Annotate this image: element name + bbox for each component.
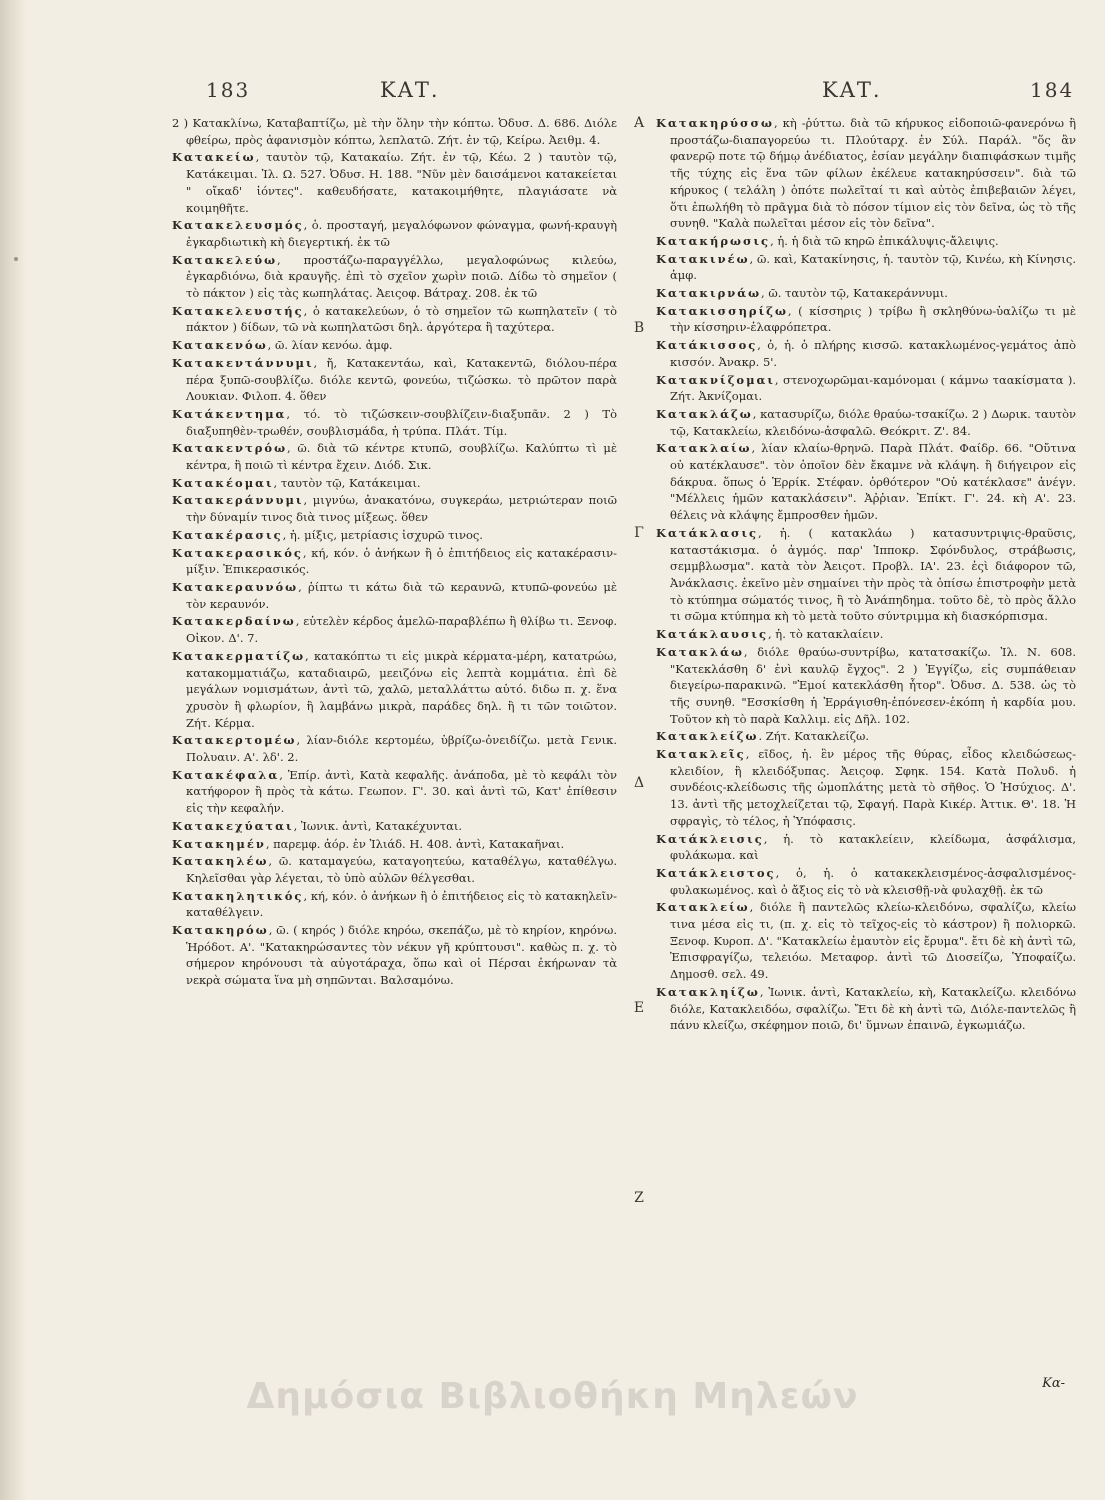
dictionary-entry: [172, 115, 617, 148]
entry-definition: , ἤ, Κατακεντάω, καὶ, Κατακεντῶ, διόλου-πέρα πέρα ξυπῶ-σουβλίζω. διόλε κεντῶ, φονεύω, τιζώσκω. τὸ πρῶτον παρὰ Λουκιαν. Φιλοπ. 4. ὅθεν: [186, 355, 617, 404]
entry-headword: Κατακινέω: [656, 251, 750, 266]
entry-definition: , ὁ. προσταγή, μεγαλόφωνον φώναγμα, φωνή-κραυγὴ ἐγκαρδιωτικὴ κὴ διεγερτική. ἐκ τῶ: [186, 218, 617, 249]
entry-headword: Κατακεντάννυμι: [172, 355, 314, 370]
entry-definition: , ἡ. ἡ διὰ τῶ κηρῶ ἐπικάλυψις-ἄλειψις.: [770, 233, 999, 248]
dictionary-entry: [172, 818, 617, 835]
entry-definition: , κατακόπτω τι εἰς μικρὰ κέρματα-μέρη, κατατρώω, κατακομματιάζω, καταδιαιρῶ, μεειζόνω εἰς λεπτὰ κομμάτια. ἐπὶ δὲ μεγάλων νομισμάτων, ἀντὶ τῶ, χαλῶ, μεταλλάττω αὐτό. διδω π. χ. ἕνα χρυσὸν ἢ φλωρίον, ἢ λαμβάνω μικρὰ, παράδες δηλ. ἢ τι τῶν τοιῶτον. Ζήτ. Κέρμα.: [186, 648, 617, 730]
section-letter-column: [628, 115, 650, 1215]
entry-definition: , προστάζω-παραγγέλλω, μεγαλοφώνως κιλεύω, ἐγκαρδιόνω, διὰ κραυγῆς. ἐπὶ τὸ σχεῖον χωρὶν ποιῶ. Δίδω τὸ σημεῖον ( τὸ πάκτον ) εἰς τὰς κωπηλάτας. Ἀειςοφ. Βάτραχ. 208. ἐκ τῶ: [186, 252, 617, 301]
dictionary-entry: [656, 899, 1076, 983]
dictionary-entry: [656, 984, 1076, 1034]
entry-headword: Κατακημέν: [172, 836, 266, 851]
entry-definition: , κατασυρίζω, διόλε θραύω-τσακίζω. 2 ) Δωρικ. ταυτὸν τῷ, Κατακλείω, κλειδόνω-ἀσφαλῶ. Θεόκριτ. Ζ'. 84.: [670, 406, 1076, 438]
entry-headword: Κατακεντρόω: [172, 441, 288, 456]
entry-definition: , ῥίπτω τι κάτω διὰ τῶ κεραυνῶ, κτυπῶ-φονεύω μὲ τὸν κεραυνόν.: [186, 579, 617, 611]
left-column: [172, 115, 617, 990]
entry-headword: Κατακλάω: [656, 644, 744, 659]
entry-headword: Κατακέφαλα: [172, 767, 280, 782]
entry-headword: Κατάκλαυσις: [656, 627, 768, 642]
entry-definition: , ἡ. μίξις, μετρίασις ἰσχυρῶ τινος.: [282, 527, 483, 542]
entry-headword: Κατακνίζομαι: [656, 372, 775, 387]
dictionary-entry: [172, 888, 617, 921]
dictionary-entry: [656, 865, 1076, 898]
dictionary-entry: [656, 233, 1076, 250]
dictionary-entry: [656, 525, 1076, 625]
entry-definition: , ἡ. τὸ κατακλαίειν.: [768, 627, 884, 642]
entry-headword: Κατακερασικός: [172, 545, 303, 560]
entry-definition: 2 ) Κατακλίνω, Καταβαπτίζω, μὲ τὴν ὅλην τὴν κόπτω. Ὀδυσ. Δ. 686. Διόλε φθείρω, πρὸς ἀφανισμὸν κόπτω, λεπλατῶ. Ζήτ. ἐν τῷ, Κείρω. Ἀειθμ. 4.: [172, 116, 617, 147]
entry-definition: , παρεμφ. ἀόρ. ἐν Ἰλιάδ. Η. 408. ἀντὶ, Κατακαῆναι.: [265, 836, 565, 851]
entry-headword: Κατακήρωσις: [656, 233, 771, 248]
entry-headword: Κατάκεντημα: [172, 406, 287, 421]
dictionary-entry: [172, 545, 617, 578]
dictionary-entry: [172, 337, 617, 354]
entry-headword: Κατακεραυνόω: [172, 579, 299, 594]
entry-definition: , κή, κόν. ὁ ἀνήκων ἢ ὁ ἐπιτήδειος εἰς τὸ κατακηλεῖν-καταθέλγειν.: [186, 888, 617, 920]
entry-definition: , μιγνύω, ἀνακατόνω, συγκεράω, μετριώτεραν ποιῶ τὴν δύναμίν τινος διὰ τινος μίξεως. ὅθεν: [186, 493, 617, 525]
dictionary-entry: [656, 746, 1076, 830]
entry-definition: , ἡ. τὸ κατακλείειν, κλείδωμα, ἀσφάλισμα, φυλάκωμα. καὶ: [670, 831, 1076, 863]
entry-definition: , ὁ, ἡ. ὁ κατακεκλεισμένος-ἀσφαλισμένος-φυλακωμένος. καὶ ὁ ἄξιος εἰς τὸ νὰ κλεισθῇ-νὰ φυλαχθῇ. ἐκ τῶ: [670, 865, 1076, 897]
entry-headword: Κατάκισσος: [656, 338, 758, 353]
entry-headword: Κατακενόω: [172, 338, 268, 353]
library-watermark: Δημόσια Βιβλιοθήκη Μηλεών: [246, 1376, 859, 1417]
right-column: [656, 115, 1076, 1035]
dictionary-entry: [172, 217, 617, 250]
entry-definition: , Ἐπίρ. ἀντὶ, Κατὰ κεφαλῆς. ἀνάποδα, μὲ τὸ κεφάλι τὸν κατήφορον ἢ πρὸς τὰ κάτω. Γεωπον. Γ'. 30. καὶ ἀντὶ τῶ, Κατ' ἐπίθεσιν εἰς τὴν κεφαλήν.: [186, 767, 617, 816]
right-page-number: 184: [1030, 78, 1075, 102]
entry-headword: Κατάκλειστος: [656, 865, 776, 880]
dictionary-entry: [172, 613, 617, 646]
entry-definition: , ὁ, ἡ. ὁ πλήρης κισσῶ. κατακλωμένος-γεμάτος ἀπὸ κισσόν. Ἀνακρ. 5'.: [670, 338, 1076, 369]
spine-mark: [14, 257, 18, 261]
entry-headword: Κατακλαίω: [656, 441, 752, 456]
entry-definition: , ῶ. διὰ τῶ κέντρε κτυπῶ, σουβλίζω. Καλύπτω τὶ μὲ κέντρα, ἢ ποιῶ τὶ κέντρα ἔχειν. Διόδ. Σικ.: [186, 441, 617, 473]
entry-definition: , κὴ -ῥύττω. διὰ τῶ κήρυκος εἰδοποιῶ-φανερόνω ἢ προστάζω-διαπαγορεύω τι. Πλούταρχ. ἐν Σύλ. Παράλ. "ὅς ἂν φανερῷ ποτε τῷ δήμῳ ἀνέδιατος, ἐσίαν μεγάλην διαπιφάσκων τιμῆς τῆς τύχης εἰς ἕνα τῶν φίλων ἐκέλευε κατακηρύσσειν". διὰ τῶ κήρυκος ( τελάλη ) ὁπότε πωλεῖταί τι καὶ αὐτὸς ἐπιβεβαιῶν λέγει, ὅτι ἐπωλήθη τὸ πρᾶγμα διὰ τὸ πόσον τίμιον εἰς τὸν δεῖνα, ὡς τὸ τῆς συνηθ. "Καλὰ πωλεῖται μέσον εἰς τὸν δεῖνα".: [670, 116, 1076, 231]
entry-definition: , ῶ. καταμαγεύω, καταγοητεύω, καταθέλγω, καταθέλγω. Κηλεῖσθαι γὰρ λέγεται, τὸ ὑπὸ αὐλῶν θέλγεσθαι.: [186, 854, 617, 885]
entry-definition: , ῶ. ταυτὸν τῷ, Κατακεράννυμι.: [761, 286, 948, 301]
section-letter: Ζ: [634, 1190, 644, 1206]
entry-definition: , λίαν-διόλε κερτομέω, ὑβρίζω-ὀνειδίζω. μετὰ Γενικ. Πολυαιν. Α'. λδ'. 2.: [186, 733, 617, 765]
entry-definition: , εῖδος, ἡ. ἓν μέρος τῆς θύρας, εἶδος κλειδώσεως-κλειδίον, ἢ κλειδόξυπας. Ἀειςοφ. Σφηκ. 154. Κατὰ Πολυδ. ἡ συνδέοις-κλείδωσις τῆς ὡμοπλάτης μετὰ τὸ σῆθος. Ὁ Ἡσύχιος. Δ'. 13. ἀντὶ τῆς μετοχλείζεται τῷ, Σφαγή. Παρὰ Κικέρ. Ἀττικ. Θ'. 18. Ἡ σφραγὶς, τὸ τέλος, ἡ Ὑπόφασις.: [670, 747, 1076, 828]
book-spine-shadow: [0, 0, 28, 1500]
dictionary-entry: [172, 355, 617, 405]
entry-definition: , κή, κόν. ὁ ἀνήκων ἢ ὁ ἐπιτήδειος εἰς κατακέρασιν-μίξιν. Ἐπικερασικός.: [186, 545, 617, 577]
dictionary-entry: [172, 303, 617, 336]
dictionary-entry: [656, 372, 1076, 405]
entry-headword: Κατακηλητικός: [172, 888, 304, 903]
entry-definition: , ταυτὸν τῷ, Κατακαίω. Ζήτ. ἐν τῷ, Κέω. 2 ) ταυτὸν τῷ, Κατάκειμαι. Ἰλ. Ω. 527. Ὀδυσ. Η. 188. "Νῦν μὲν δαισάμενοι κατακείεται " οἴκαδ' ἰόντες". καθευδήσατε, κατακοιμήθητε, πλαγιάσατε νὰ κοιμηθῆτε.: [186, 150, 617, 215]
entry-headword: Κατακερτομέω: [172, 733, 297, 748]
dictionary-entry: [172, 252, 617, 302]
dictionary-entry: [172, 836, 617, 853]
entry-headword: Κατακελεύω: [172, 252, 278, 267]
entry-headword: Κατακλείζω: [656, 729, 759, 744]
dictionary-entry: [172, 579, 617, 612]
dictionary-entry: [656, 831, 1076, 864]
entry-definition: , ῶ. καὶ, Κατακίνησις, ἡ. ταυτὸν τῷ, Κινέω, κὴ Κίνησις. ἀμφ.: [670, 251, 1076, 283]
entry-headword: Κατακισσηρίζω: [656, 303, 788, 318]
entry-definition: , ῶ. λίαν κενόω. ἀμφ.: [267, 338, 393, 353]
dictionary-entry: [172, 440, 617, 473]
dictionary-entry: [172, 475, 617, 492]
dictionary-entry: [172, 767, 617, 817]
entry-definition: . Ζήτ. Κατακλείζω.: [758, 729, 869, 744]
entry-headword: Κατακλείω: [656, 900, 750, 915]
entry-definition: , Ἰωνικ. ἀντὶ, Κατακλείω, κὴ, Κατακλείζω. κλειδόνω διόλε, Κατακλειδόω, σφαλίζω. Ἔτι δὲ κὴ ἀντὶ τῶ, Διόλε-παντελῶς ἢ πάνυ κλείζω, σκέφημον ποιῶ, δι' ὕμνων ἐπαινῶ, ἐγκωμιάζω.: [670, 984, 1076, 1033]
entry-definition: , ταυτὸν τῷ, Κατάκειμαι.: [273, 475, 421, 490]
entry-headword: Κατακηρύσσω: [656, 116, 774, 130]
entry-headword: Κατάκλεισις: [656, 831, 764, 846]
dictionary-entry: [656, 303, 1076, 336]
dictionary-entry: [172, 853, 617, 886]
section-letter: Δ: [633, 775, 645, 791]
entry-headword: Κατακληίζω: [656, 984, 760, 999]
section-letter: Ε: [633, 1000, 645, 1016]
entry-headword: Κατακιρνάω: [656, 286, 762, 301]
catchword: Κα-: [1042, 1376, 1065, 1391]
entry-definition: , Ἰωνικ. ἀντὶ, Κατακέχυνται.: [293, 818, 463, 833]
entry-definition: , ἡ. ( κατακλάω ) κατασυντριψις-θραῦσις, καταστάκισμα. ὁ ἀγμός. παρ' Ἱπποκρ. Σφόνδυλος, στράβωσις, σεμμβλωσμα". κατὰ τὸν Ἀειςοτ. Προβλ. ΙΑ'. 23. ἐςὶ διάφορον τῶ, Ἀνάκλασις. ἐκεῖνο μὲν σημαίνει τὴν πρὸς τὰ ὀπίσω ἐπιστροφὴν μετὰ τὸ κτύπημα σώματός τινος, ἢ τὸ Ἀνάπηδημα. τοῦτο δὲ, τὸ πρὸς ἄλλο τι σῶμα κτύπημα κὴ τὸ μετὰ τοῦτο σύντριμμα κὴ διασκόρπισμα.: [670, 525, 1076, 624]
entry-definition: , εὐτελὲν κέρδος ἀμελῶ-παραβλέπω ἢ θλίβω τι. Ξενοφ. Οἰκον. Δ'. 7.: [186, 614, 617, 646]
entry-definition: , ῶ. ( κηρός ) διόλε κηρόω, σκεπάζω, μὲ τὸ κηρίον, κηρόνω. Ἡρόδοτ. Α'. "Κατακηρώσαντες τὸν νέκυν γῆ κρύπτουσι". καθὼς π. χ. τὸ σήμερον κηρόνουσι τὰ αὐγοτάραχα, ὅπω καὶ οἱ Πέρσαι ἐκήρωναν τὰ νεκρὰ σώματα ἵνα μὴ σηπῶνται. Βαλσαμόνω.: [186, 923, 617, 988]
dictionary-entry: [172, 492, 617, 525]
dictionary-entry: [656, 251, 1076, 284]
entry-headword: Κατακερδαίνω: [172, 614, 296, 629]
entry-headword: Κατακλάζω: [656, 406, 753, 421]
section-letter: Γ: [634, 525, 644, 541]
entry-definition: , στενοχωρῶμαι-καμόνομαι ( κάμνω ταακίσματα ). Ζήτ. Ἀκνίζομαι.: [670, 372, 1076, 404]
entry-headword: Κατακελευσμός: [172, 218, 304, 233]
dictionary-entry: [656, 285, 1076, 302]
entry-headword: Κατακεράννυμι: [172, 493, 304, 508]
entry-definition: , τό. τὸ τιζώσκειν-σουβλίζειν-διαξυπᾶν. 2 ) Τὸ διαξυπηθὲν-τρωθέν, σουβλισμάδα, ἡ τρύπα. Πλάτ. Τίμ.: [186, 406, 617, 438]
dictionary-entry: [172, 149, 617, 216]
dictionary-entry: [656, 728, 1076, 745]
entry-definition: , διόλε θραύω-συντρίβω, κατατσακίζω. Ἰλ. Ν. 608. "Κατεκλάσθη δ' ἐνὶ καυλῷ ἔγχος". 2 ) Ἐγγίζω, εἰς συμπάθειαν διεγείρω-παρακινῶ. "Ἐμοί κατεκλάσθη ἦτορ". Ὀδυσ. Δ. 538. ὡς τὸ τῆς συνηθ. "Εσσκίσθη ἡ Ἐρράγισθη-ἐπόνεσεν-ἐκόπη ἡ καρδία μου. Τοῦτον κὴ τὸ παρὰ Καλλιμ. εἰς Δῆλ. 102.: [670, 644, 1076, 726]
dictionary-entry: [656, 626, 1076, 643]
dictionary-entry: [656, 440, 1076, 524]
entry-definition: , λίαν κλαίω-θρηνῶ. Παρὰ Πλάτ. Φαίδρ. 66. "Οὔτινα οὐ κατέκλαυσε". τὸν ὁποῖον δὲν ἔκαμνε νὰ κλάψη. ἢ διήγειρον εἰς δάκρυα. ὅπως ὁ Ἑρρίκ. Στέφαν. ὀρθότερον "Οὐ κατέκλασε" ἀνέγν. "Μέλλεις ἡμῶν κατακλάσειν". Ἀῤῥιαν. Ἐπίκτ. Γ'. 24. κὴ Α'. 23. θέλεις νὰ κλάψης ἔμπροσθεν ἡμῶν.: [670, 441, 1076, 523]
dictionary-entry: [656, 406, 1076, 439]
entry-headword: Κατακείω: [172, 150, 256, 165]
entry-headword: Κατάκλασις: [656, 525, 759, 540]
dictionary-entry: [172, 732, 617, 765]
dictionary-entry: [172, 527, 617, 544]
entry-definition: , ὁ κατακελεύων, ὁ τὸ σημεῖον τῶ κωπηλατεῖν ( τὸ πάκτον ) δίδων, τῶ νὰ κωπηλατῶσι δηλ. ἀργότερα ἢ ταχύτερα.: [186, 303, 617, 335]
entry-headword: Κατακλεῖς: [656, 747, 746, 762]
dictionary-entry: [656, 644, 1076, 728]
entry-headword: Κατακέομαι: [172, 475, 274, 490]
dictionary-entry: [172, 922, 617, 989]
left-running-title: ΚΑΤ.: [380, 78, 440, 102]
dictionary-entry: [172, 648, 617, 732]
entry-headword: Κατακηρόω: [172, 923, 269, 938]
entry-headword: Κατακερματίζω: [172, 648, 306, 663]
entry-definition: , διόλε ἢ παντελῶς κλείω-κλειδόνω, σφαλίζω, κλείω τινα μέσα εἰς τι, (π. χ. εἰς τὸ τεῖχος-εἰς τὸ κάστρον) ἢ πολιορκῶ. Ξενοφ. Κυροπ. Δ'. "Κατακλείω ἐμαυτὸν εἰς ἔρυμα". ἔτι δὲ κὴ ἀντὶ τῶ, Ἐπισφραγίζω, τελειόω. Μεταφορ. ἀντὶ τῶ Διοσείζω, Ὑποφαίζω. Δημοσθ. σελ. 49.: [670, 900, 1076, 982]
dictionary-entry: [656, 115, 1076, 232]
right-running-title: ΚΑΤ.: [822, 78, 882, 102]
entry-definition: , ( κίσσηρις ) τρίβω ἢ σκληθύνω-ὑαλίζω τι μὲ τὴν κίσσηριν-ἐλαφρόπετρα.: [670, 303, 1076, 335]
entry-headword: Κατακέρασις: [172, 527, 283, 542]
section-letter: Β: [633, 320, 645, 336]
entry-headword: Κατακεχύαται: [172, 818, 294, 833]
dictionary-entry: [172, 406, 617, 439]
entry-headword: Κατακελευστής: [172, 303, 304, 318]
section-letter: Α: [633, 115, 645, 131]
entry-headword: Κατακηλέω: [172, 854, 269, 869]
left-page-number: 183: [206, 78, 251, 102]
dictionary-entry: [656, 337, 1076, 370]
